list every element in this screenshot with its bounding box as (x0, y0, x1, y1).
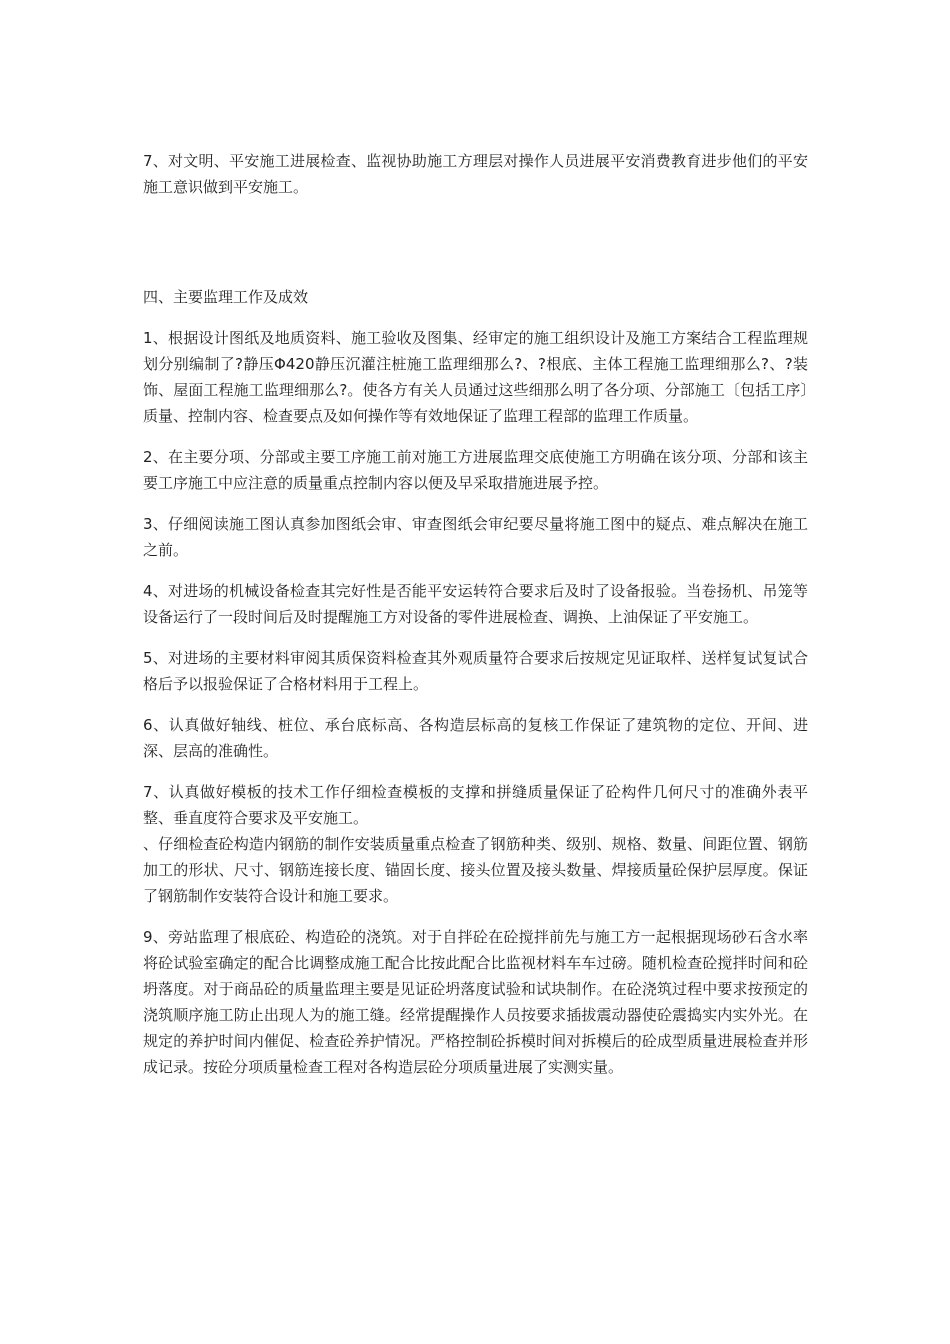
document-body (143, 148, 808, 1095)
item-5: 5、对进场的主要材料审阅其质保资料检查其外观质量符合要求后按规定见证取样、送样复试复试合格后予以报验保证了合格材料用于工程上。 (143, 649, 808, 693)
item-1: 1、根据设计图纸及地质资料、施工验收及图集、经审定的施工组织设计及施工方案结合工程监理规划分别编制了?静压Φ420静压沉灌注桩施工监理细那么?、?根底、主体工程施工监理细那么?、?装饰、屋面工程施工监理细那么?。使各方有关人员通过这些细那么明了各分项、分部施工〔包括工序〕质量、控制内容、检查要点及如何操作等有效地保证了监理工程部的监理工作质量。 (143, 329, 808, 425)
intro-item-7: 7、对文明、平安施工进展检查、监视协助施工方理层对操作人员进展平安消费教育进步他们的平安施工意识做到平安施工。 (143, 152, 808, 196)
section-heading: 四、主要监理工作及成效 (143, 288, 309, 306)
section-spacer (143, 215, 808, 284)
item-6: 6、认真做好轴线、桩位、承台底标高、各构造层标高的复核工作保证了建筑物的定位、开间、进深、层高的准确性。 (143, 716, 808, 760)
item-4: 4、对进场的机械设备检查其完好性是否能平安运转符合要求后及时了设备报验。当卷扬机、吊笼等设备运行了一段时间后及时提醒施工方对设备的零件进展检查、调换、上油保证了平安施工。 (143, 582, 808, 626)
item-3: 3、仔细阅读施工图认真参加图纸会审、审查图纸会审纪要尽量将施工图中的疑点、难点解决在施工之前。 (143, 515, 808, 559)
item-7: 7、认真做好模板的技术工作仔细检查模板的支撑和拼缝质量保证了砼构件几何尺寸的准确外表平整、垂直度符合要求及平安施工。 (143, 783, 808, 827)
item-2: 2、在主要分项、分部或主要工序施工前对施工方进展监理交底使施工方明确在该分项、分部和该主要工序施工中应注意的质量重点控制内容以便及早采取措施进展予控。 (143, 448, 808, 492)
item-9: 9、旁站监理了根底砼、构造砼的浇筑。对于自拌砼在砼搅拌前先与施工方一起根据现场砂石含水率将砼试验室确定的配合比调整成施工配合比按此配合比监视材料车车过磅。随机检查砼搅拌时间和砼坍落度。对于商品砼的质量监理主要是见证砼坍落度试验和试块制作。在砼浇筑过程中要求按预定的浇筑顺序施工防止出现人为的施工缝。经常提醒操作人员按要求插拔震动器使砼震捣实内实外光。在规定的养护时间内催促、检查砼养护情况。严格控制砼拆模时间对拆模后的砼成型质量进展检查并形成记录。按砼分项质量检查工程对各构造层砼分项质量进展了实测实量。 (143, 928, 808, 1076)
item-8: 、仔细检查砼构造内钢筋的制作安装质量重点检查了钢筋种类、级别、规格、数量、间距位置、钢筋加工的形状、尺寸、钢筋连接长度、锚固长度、接头位置及接头数量、焊接质量砼保护层厚度。保证了钢筋制作安装符合设计和施工要求。 (143, 835, 808, 905)
